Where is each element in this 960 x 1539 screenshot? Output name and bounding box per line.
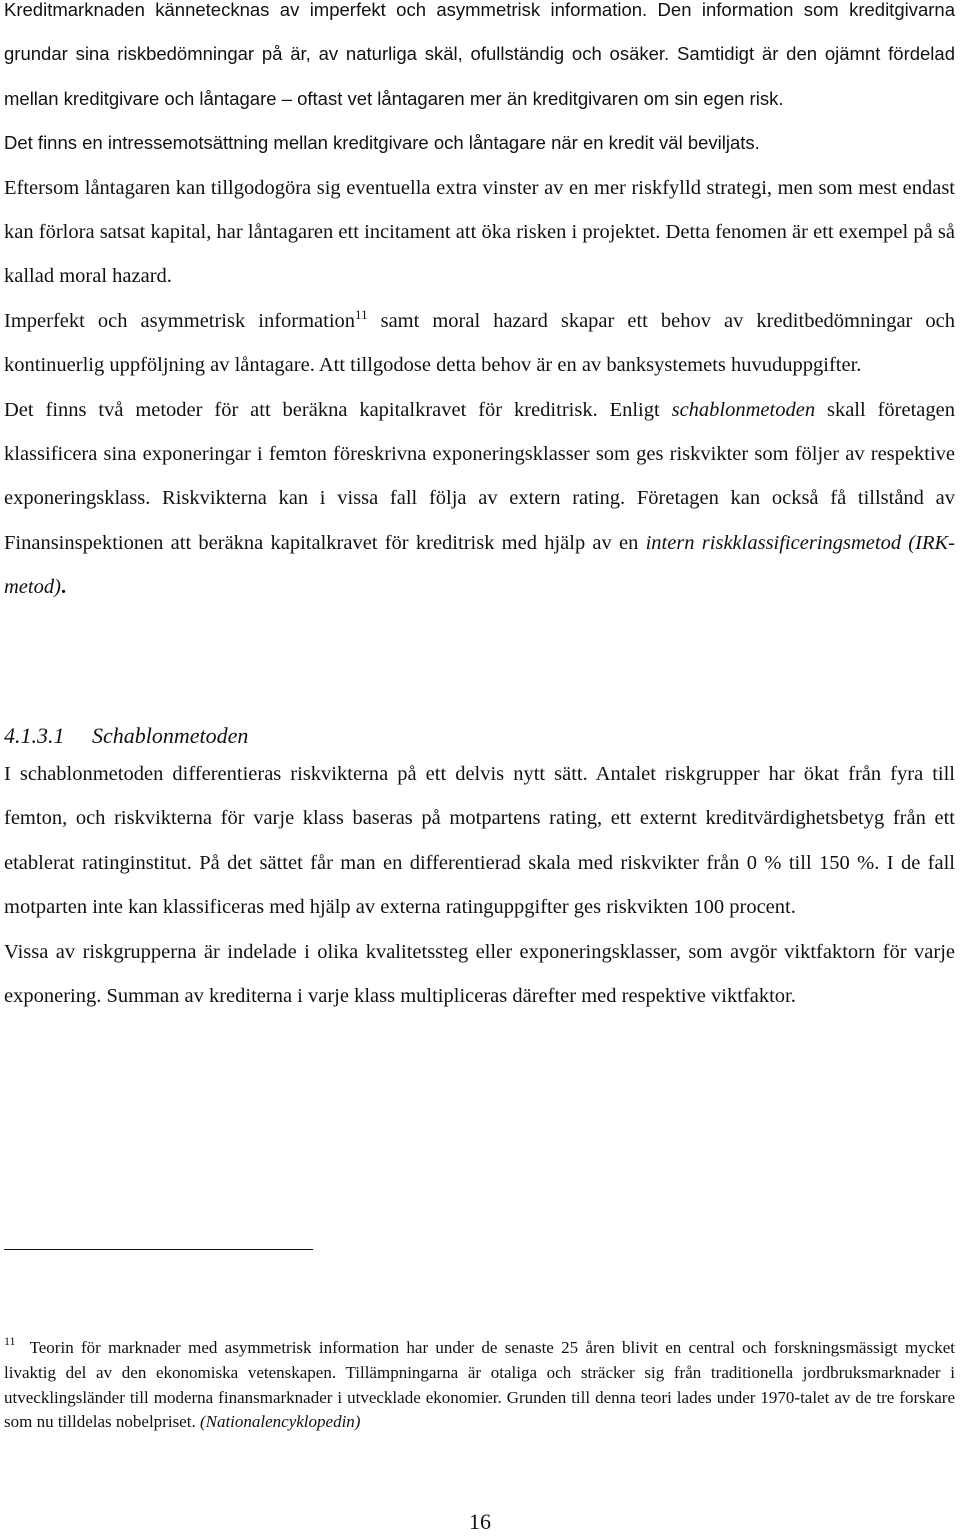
footnote-source: (Nationalencyklopedin) — [199, 1412, 361, 1432]
footnote-reference: 11 — [355, 307, 368, 323]
emphasis-irk-metod: intern riskklassificeringsmetod (IRK-metod) — [4, 531, 955, 599]
section-heading — [4, 716, 944, 756]
footnote-mark: 11 — [4, 1334, 16, 1348]
paragraph-capital-methods-start: Det finns två metoder för att beräkna kapitalkravet för kreditrisk. Enligt — [4, 398, 672, 421]
emphasis-schablonmetoden: schablonmetoden — [671, 398, 816, 421]
paragraph-conflict-of-interest: Det finns en intressemotsättning mellan kreditgivare och låntagare när en kredit väl beviljats. — [4, 132, 760, 154]
paragraph-risk-weights: I schablonmetoden differentieras riskvikterna på ett delvis nytt sätt. Antalet riskgrupper har ökat från fyra till femton, och riskvikterna för varje klass baseras på motpartens rating, ett externt kreditvärdighetsbetyg från ett etablerat ratinginstitut. På det sättet får man en differentierad skala med riskvikter från 0 % till 150 %. I de fall motparten inte kan klassificeras med hjälp av externa ratinguppgifter ges riskvikten 100 procent. — [4, 763, 955, 919]
footnote-text: Teorin för marknader med asymmetrisk information har under de senaste 25 åren blivit en central och forskningsmässigt mycket livaktig del av den ekonomiska vetenskapen. Tillämpningarna är otaliga och sträcker sig från traditionella jordbruksmarknader i utvecklingsländer till moderna finansmarknader i utvecklade ekonomier. Grunden till denna teori lades under 1970-talet av de tre forskare som nu tilldelas nobelpriset. — [4, 1338, 955, 1432]
paragraph-asymmetric-information-end: samt moral hazard skapar ett behov av kreditbedömningar och kontinuerlig uppföljning av låntagare. Att tillgodose detta behov är en av banksystemets huvuduppgifter. — [4, 309, 955, 377]
paragraph-capital-methods-end: . — [60, 576, 67, 599]
paragraph-risk-groups: Vissa av riskgrupperna är indelade i olika kvalitetssteg eller exponeringsklasser, som avgör viktfaktorn för varje exponering. Summan av krediterna i varje klass multipliceras därefter med respektive viktfaktor. — [4, 940, 955, 1008]
paragraph-capital-methods-middle: skall företagen klassificera sina exponeringar i femton föreskrivna exponeringsklasser som ges riskvikter som följer av respektive exponeringsklass. Riskvikterna kan i vissa fall följa av extern rating. Företagen kan också få tillstånd av Finansinspektionen att beräkna kapitalkravet för kreditrisk med hjälp av en — [4, 398, 955, 554]
paragraph-moral-hazard: Eftersom låntagaren kan tillgodogöra sig eventuella extra vinster av en mer riskfylld strategi, men som mest endast kan förlora satsat kapital, har låntagaren ett incitament att öka risken i projektet. Detta fenomen är ett exempel på så kallad moral hazard. — [4, 176, 955, 288]
body-text-section — [4, 752, 955, 1018]
paragraph-credit-market: Kreditmarknaden kännetecknas av imperfekt och asymmetrisk information. Den information som kreditgivarna grundar sina riskbedömningar på är, av naturliga skäl, ofullständig och osäker. Samtidigt är den ojämnt fördelad mellan kreditgivare och låntagare – oftast vet låntagaren mer än kreditgivaren om sin egen risk. — [4, 0, 955, 109]
paragraph-capital-methods — [4, 399, 955, 599]
page-number: 16 — [469, 1509, 491, 1534]
body-text-top — [4, 0, 955, 610]
paragraph-asymmetric-information-start: Imperfekt och asymmetrisk information — [4, 309, 356, 332]
footnote-separator — [4, 1249, 313, 1250]
section-title: Schablonmetoden — [92, 723, 249, 748]
footnote — [4, 1336, 955, 1435]
section-number: 4.1.3.1 — [4, 723, 65, 748]
paragraph-asymmetric-information — [4, 307, 955, 377]
